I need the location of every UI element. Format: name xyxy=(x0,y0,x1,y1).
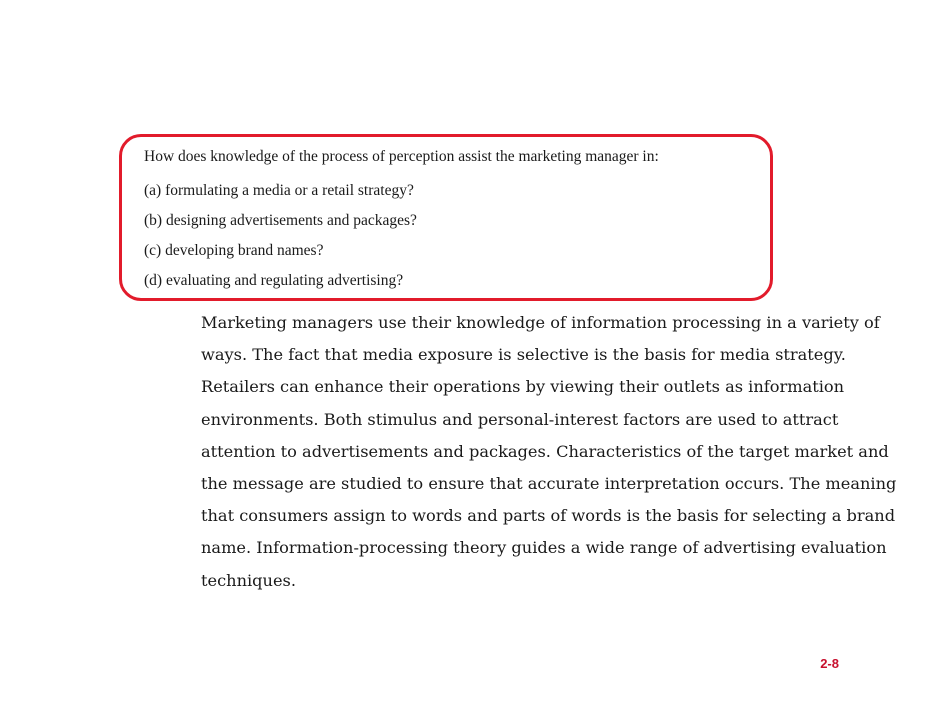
answer-line: attention to advertisements and packages. Characteristics of the target market and xyxy=(201,441,889,461)
answer-line: Marketing managers use their knowledge of information processing in a variety of xyxy=(201,313,880,332)
question-item-a: (a) formulating a media or a retail strategy? xyxy=(144,182,414,199)
answer-line: that consumers assign to words and parts of words is the basis for selecting a brand xyxy=(201,506,896,526)
answer-line: ways. The fact that media exposure is selective is the basis for media strategy. xyxy=(201,345,846,365)
question-prompt: How does knowledge of the process of perception assist the marketing manager in: xyxy=(144,148,659,165)
question-item-b: (b) designing advertisements and packages? xyxy=(144,212,417,229)
question-item-c: (c) developing brand names? xyxy=(144,242,324,259)
question-item-d: (d) evaluating and regulating advertising? xyxy=(144,272,404,289)
answer-line: environments. Both stimulus and personal-interest factors are used to attract xyxy=(201,409,839,429)
answer-line: techniques. xyxy=(201,570,296,590)
answer-line: the message are studied to ensure that accurate interpretation occurs. The meaning xyxy=(201,474,897,494)
page-number: 2-8 xyxy=(820,656,839,671)
answer-line: Retailers can enhance their operations by viewing their outlets as information xyxy=(201,377,845,397)
question-block xyxy=(144,147,764,301)
answer-line: name. Information-processing theory guides a wide range of advertising evaluation xyxy=(201,538,887,558)
answer-paragraph xyxy=(201,307,897,597)
